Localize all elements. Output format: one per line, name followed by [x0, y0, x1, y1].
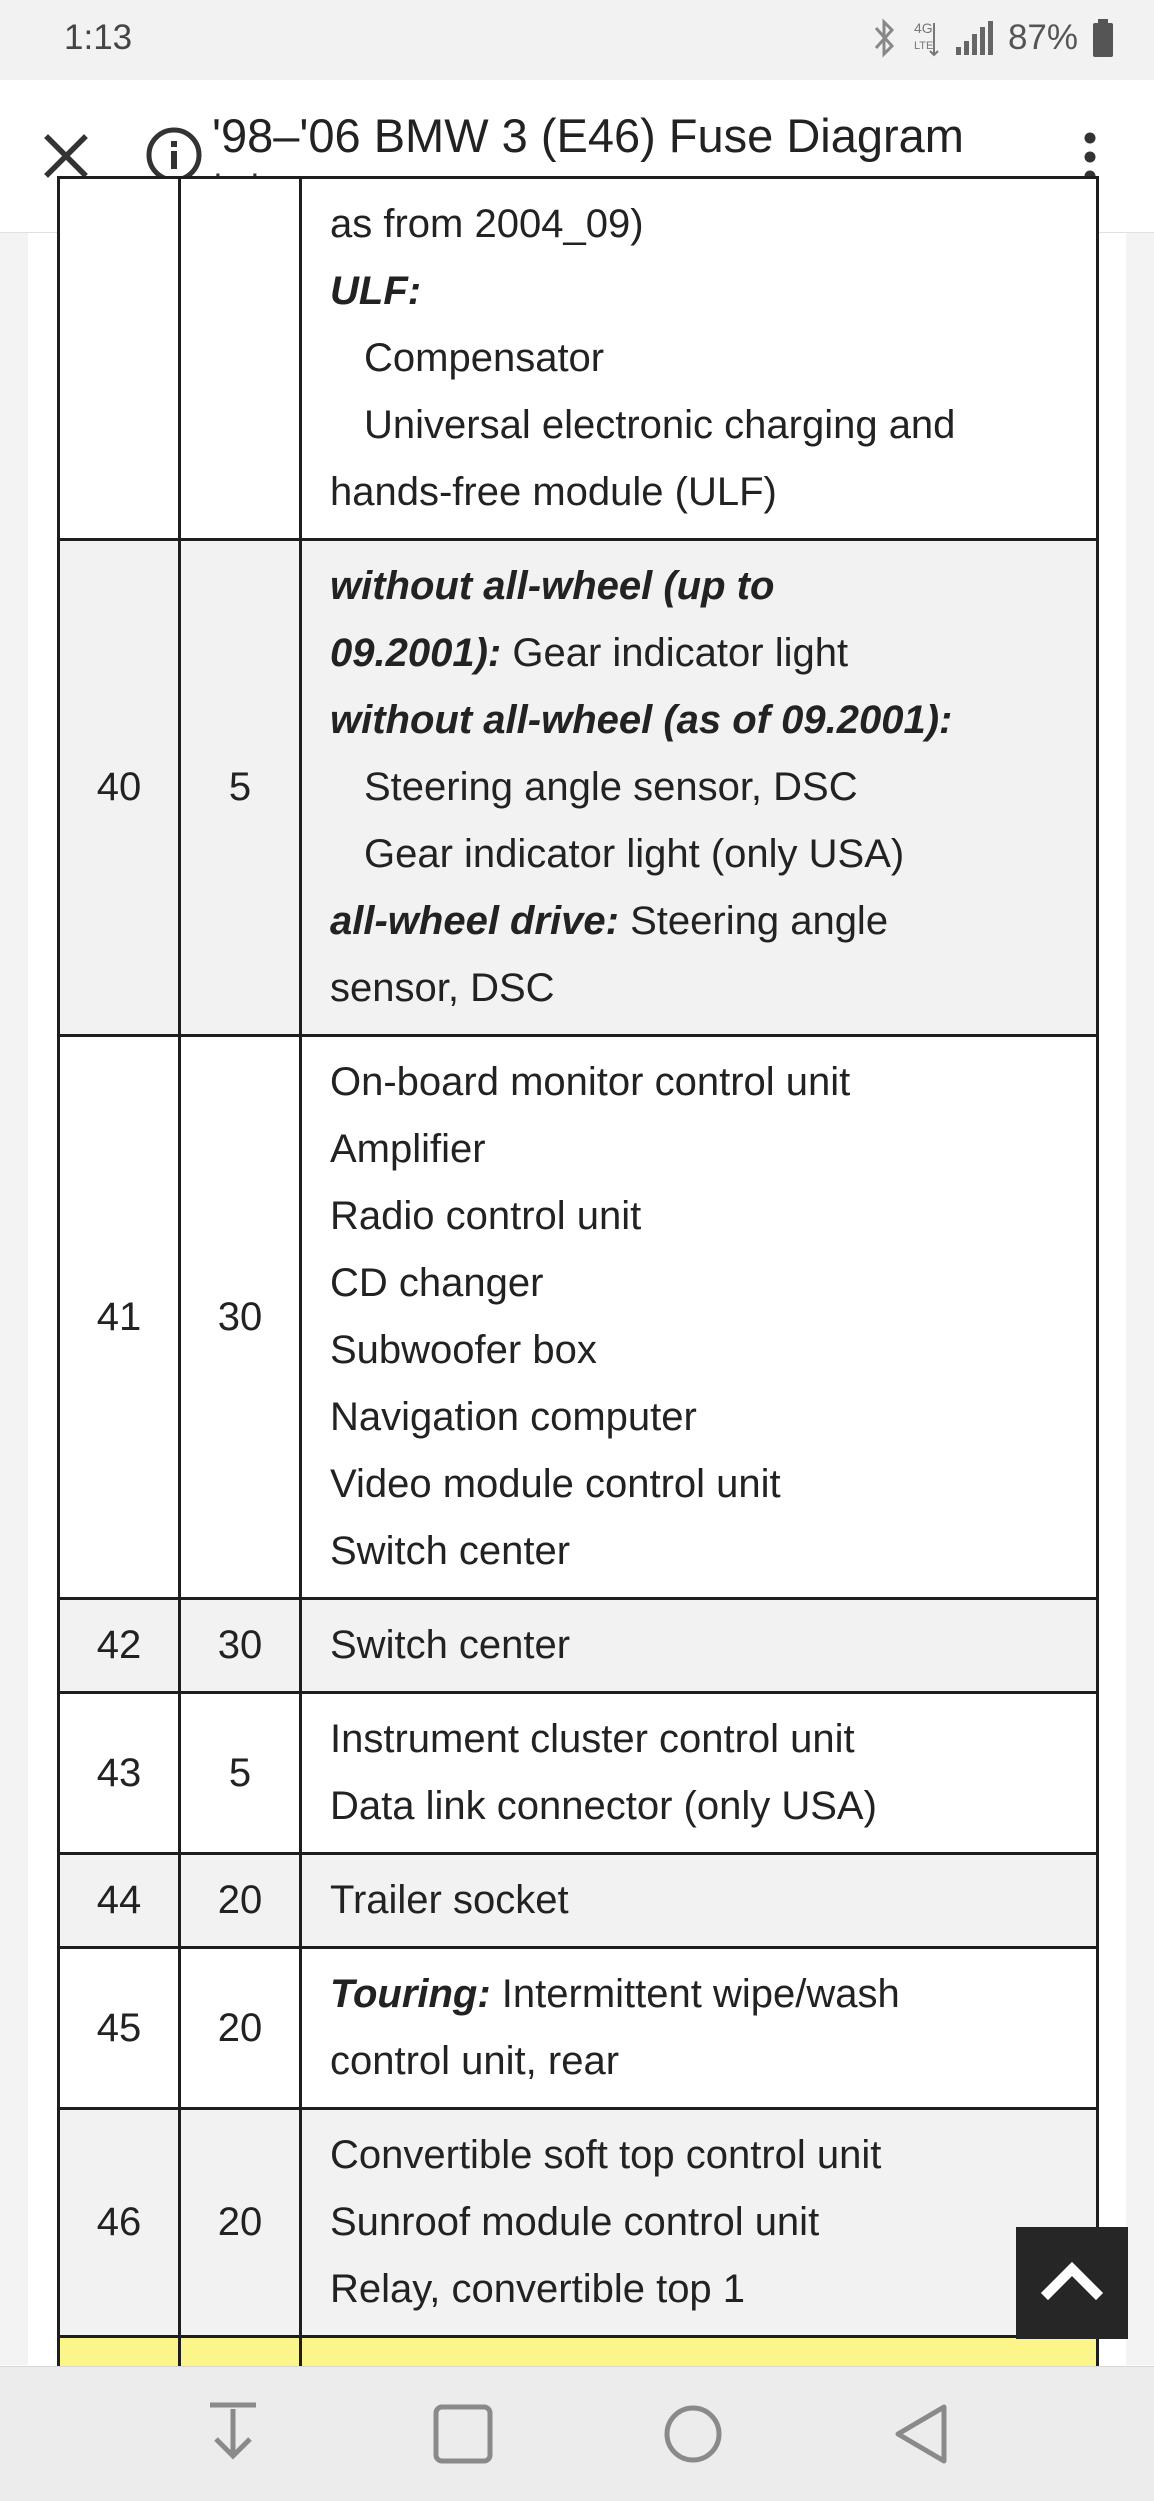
fuse-description [301, 2109, 1098, 2337]
fuse-description [301, 178, 1098, 540]
fuse-amperage: 20 [180, 1948, 301, 2109]
description-line [330, 392, 1072, 459]
component-text: Data link connector (only USA) [330, 1784, 877, 1828]
fuse-description [301, 1854, 1098, 1948]
status-time: 1:13 [64, 18, 133, 57]
fuse-table [57, 176, 1099, 2432]
component-text: Radio control unit [330, 1194, 642, 1238]
description-line [330, 620, 1072, 687]
condition-label: Touring: [330, 1972, 491, 2016]
fuse-row [59, 1599, 1098, 1693]
condition-label: ULF: [330, 269, 422, 313]
fuse-amperage: 20 [180, 2109, 301, 2337]
page-title: '98–'06 BMW 3 (E46) Fuse Diagram [212, 109, 964, 162]
description-line [330, 1049, 1072, 1116]
system-nav-bar [0, 2366, 1154, 2501]
component-text: Intermittent wipe/wash [490, 1972, 900, 2016]
component-text: Sunroof module control unit [330, 2200, 820, 2244]
fuse-description [301, 1036, 1098, 1599]
bluetooth-icon [872, 18, 896, 58]
component-text: Compensator [364, 336, 605, 380]
fuse-row [59, 1693, 1098, 1854]
description-line [330, 687, 1072, 754]
description-line [330, 821, 1072, 888]
fuse-number: 43 [59, 1693, 180, 1854]
battery-icon [1092, 18, 1114, 58]
condition-label: all-wheel drive: [330, 899, 619, 943]
condition-label: without all-wheel (up to [330, 564, 775, 608]
description-line [330, 1384, 1072, 1451]
fuse-description [301, 1599, 1098, 1693]
description-line [330, 1451, 1072, 1518]
fuse-number: 42 [59, 1599, 180, 1693]
component-text: Video module control unit [330, 1462, 781, 1506]
description-line [330, 2256, 1072, 2323]
description-line [330, 1250, 1072, 1317]
component-text: On-board monitor control unit [330, 1060, 851, 1104]
fuse-number: 46 [59, 2109, 180, 2337]
fuse-description [301, 540, 1098, 1036]
fuse-amperage [180, 178, 301, 540]
description-line [330, 1961, 1072, 2028]
fuse-row [59, 178, 1098, 540]
web-content[interactable] [0, 202, 1154, 2365]
component-text: Relay, convertible top 1 [330, 2267, 746, 2311]
description-line [330, 459, 1072, 526]
back-icon[interactable] [880, 2391, 966, 2477]
fuse-amperage: 5 [180, 1693, 301, 1854]
signal-icon [954, 19, 994, 57]
component-text: Switch center [330, 1529, 571, 1573]
fuse-number: 41 [59, 1036, 180, 1599]
description-line [330, 1612, 1072, 1679]
condition-label: without all-wheel (as of 09.2001): [330, 698, 953, 742]
status-bar [0, 0, 1154, 80]
description-line [330, 1183, 1072, 1250]
component-text: Gear indicator light [501, 631, 849, 675]
component-text: Universal electronic charging and [364, 403, 956, 447]
fuse-number [59, 178, 180, 540]
component-text: Amplifier [330, 1127, 486, 1171]
component-text: CD changer [330, 1261, 544, 1305]
component-text: sensor, DSC [330, 966, 555, 1010]
component-text: Steering angle [618, 899, 889, 943]
description-line [330, 1518, 1072, 1585]
component-text: Subwoofer box [330, 1328, 597, 1372]
fuse-description [301, 1693, 1098, 1854]
description-line [330, 325, 1072, 392]
component-text: hands-free module (ULF) [330, 470, 777, 514]
component-text: as from 2004_09) [330, 202, 644, 246]
condition-label: 09.2001): [330, 631, 502, 675]
svg-text:LTE: LTE [913, 40, 934, 52]
network-4g-lte-icon [910, 17, 940, 59]
description-line [330, 1867, 1072, 1934]
component-text: Convertible soft top control unit [330, 2133, 882, 2177]
fuse-row [59, 540, 1098, 1036]
component-text: control unit, rear [330, 2039, 620, 2083]
fuse-amperage: 20 [180, 1854, 301, 1948]
fuse-amperage: 30 [180, 1599, 301, 1693]
scroll-to-top-button[interactable] [1016, 2227, 1128, 2339]
fuse-row [59, 1854, 1098, 1948]
download-icon[interactable] [190, 2391, 276, 2477]
svg-text:4G: 4G [913, 20, 933, 36]
description-line [330, 553, 1072, 620]
description-line [330, 754, 1072, 821]
fuse-row [59, 1948, 1098, 2109]
component-text: Switch center [330, 1623, 571, 1667]
status-icons [872, 16, 1114, 60]
fuse-row [59, 2109, 1098, 2337]
fuse-number: 45 [59, 1948, 180, 2109]
description-line [330, 1317, 1072, 1384]
description-line [330, 258, 1072, 325]
description-line [330, 888, 1072, 955]
description-line [330, 2189, 1072, 2256]
component-text: Navigation computer [330, 1395, 697, 1439]
description-line [330, 1773, 1072, 1840]
recents-icon[interactable] [420, 2391, 506, 2477]
fuse-amperage: 30 [180, 1036, 301, 1599]
home-icon[interactable] [650, 2391, 736, 2477]
description-line [330, 2028, 1072, 2095]
fuse-number: 40 [59, 540, 180, 1036]
fuse-amperage: 5 [180, 540, 301, 1036]
component-text: Steering angle sensor, DSC [364, 765, 858, 809]
battery-percent: 87% [1007, 18, 1078, 57]
description-line [330, 955, 1072, 1022]
fuse-number: 44 [59, 1854, 180, 1948]
fuse-row [59, 1036, 1098, 1599]
description-line [330, 2122, 1072, 2189]
fuse-description [301, 1948, 1098, 2109]
description-line [330, 1706, 1072, 1773]
chevron-up-icon [1016, 2227, 1128, 2339]
description-line [330, 191, 1072, 258]
description-line [330, 1116, 1072, 1183]
component-text: Trailer socket [330, 1878, 569, 1922]
component-text: Instrument cluster control unit [330, 1717, 855, 1761]
component-text: Gear indicator light (only USA) [364, 832, 905, 876]
